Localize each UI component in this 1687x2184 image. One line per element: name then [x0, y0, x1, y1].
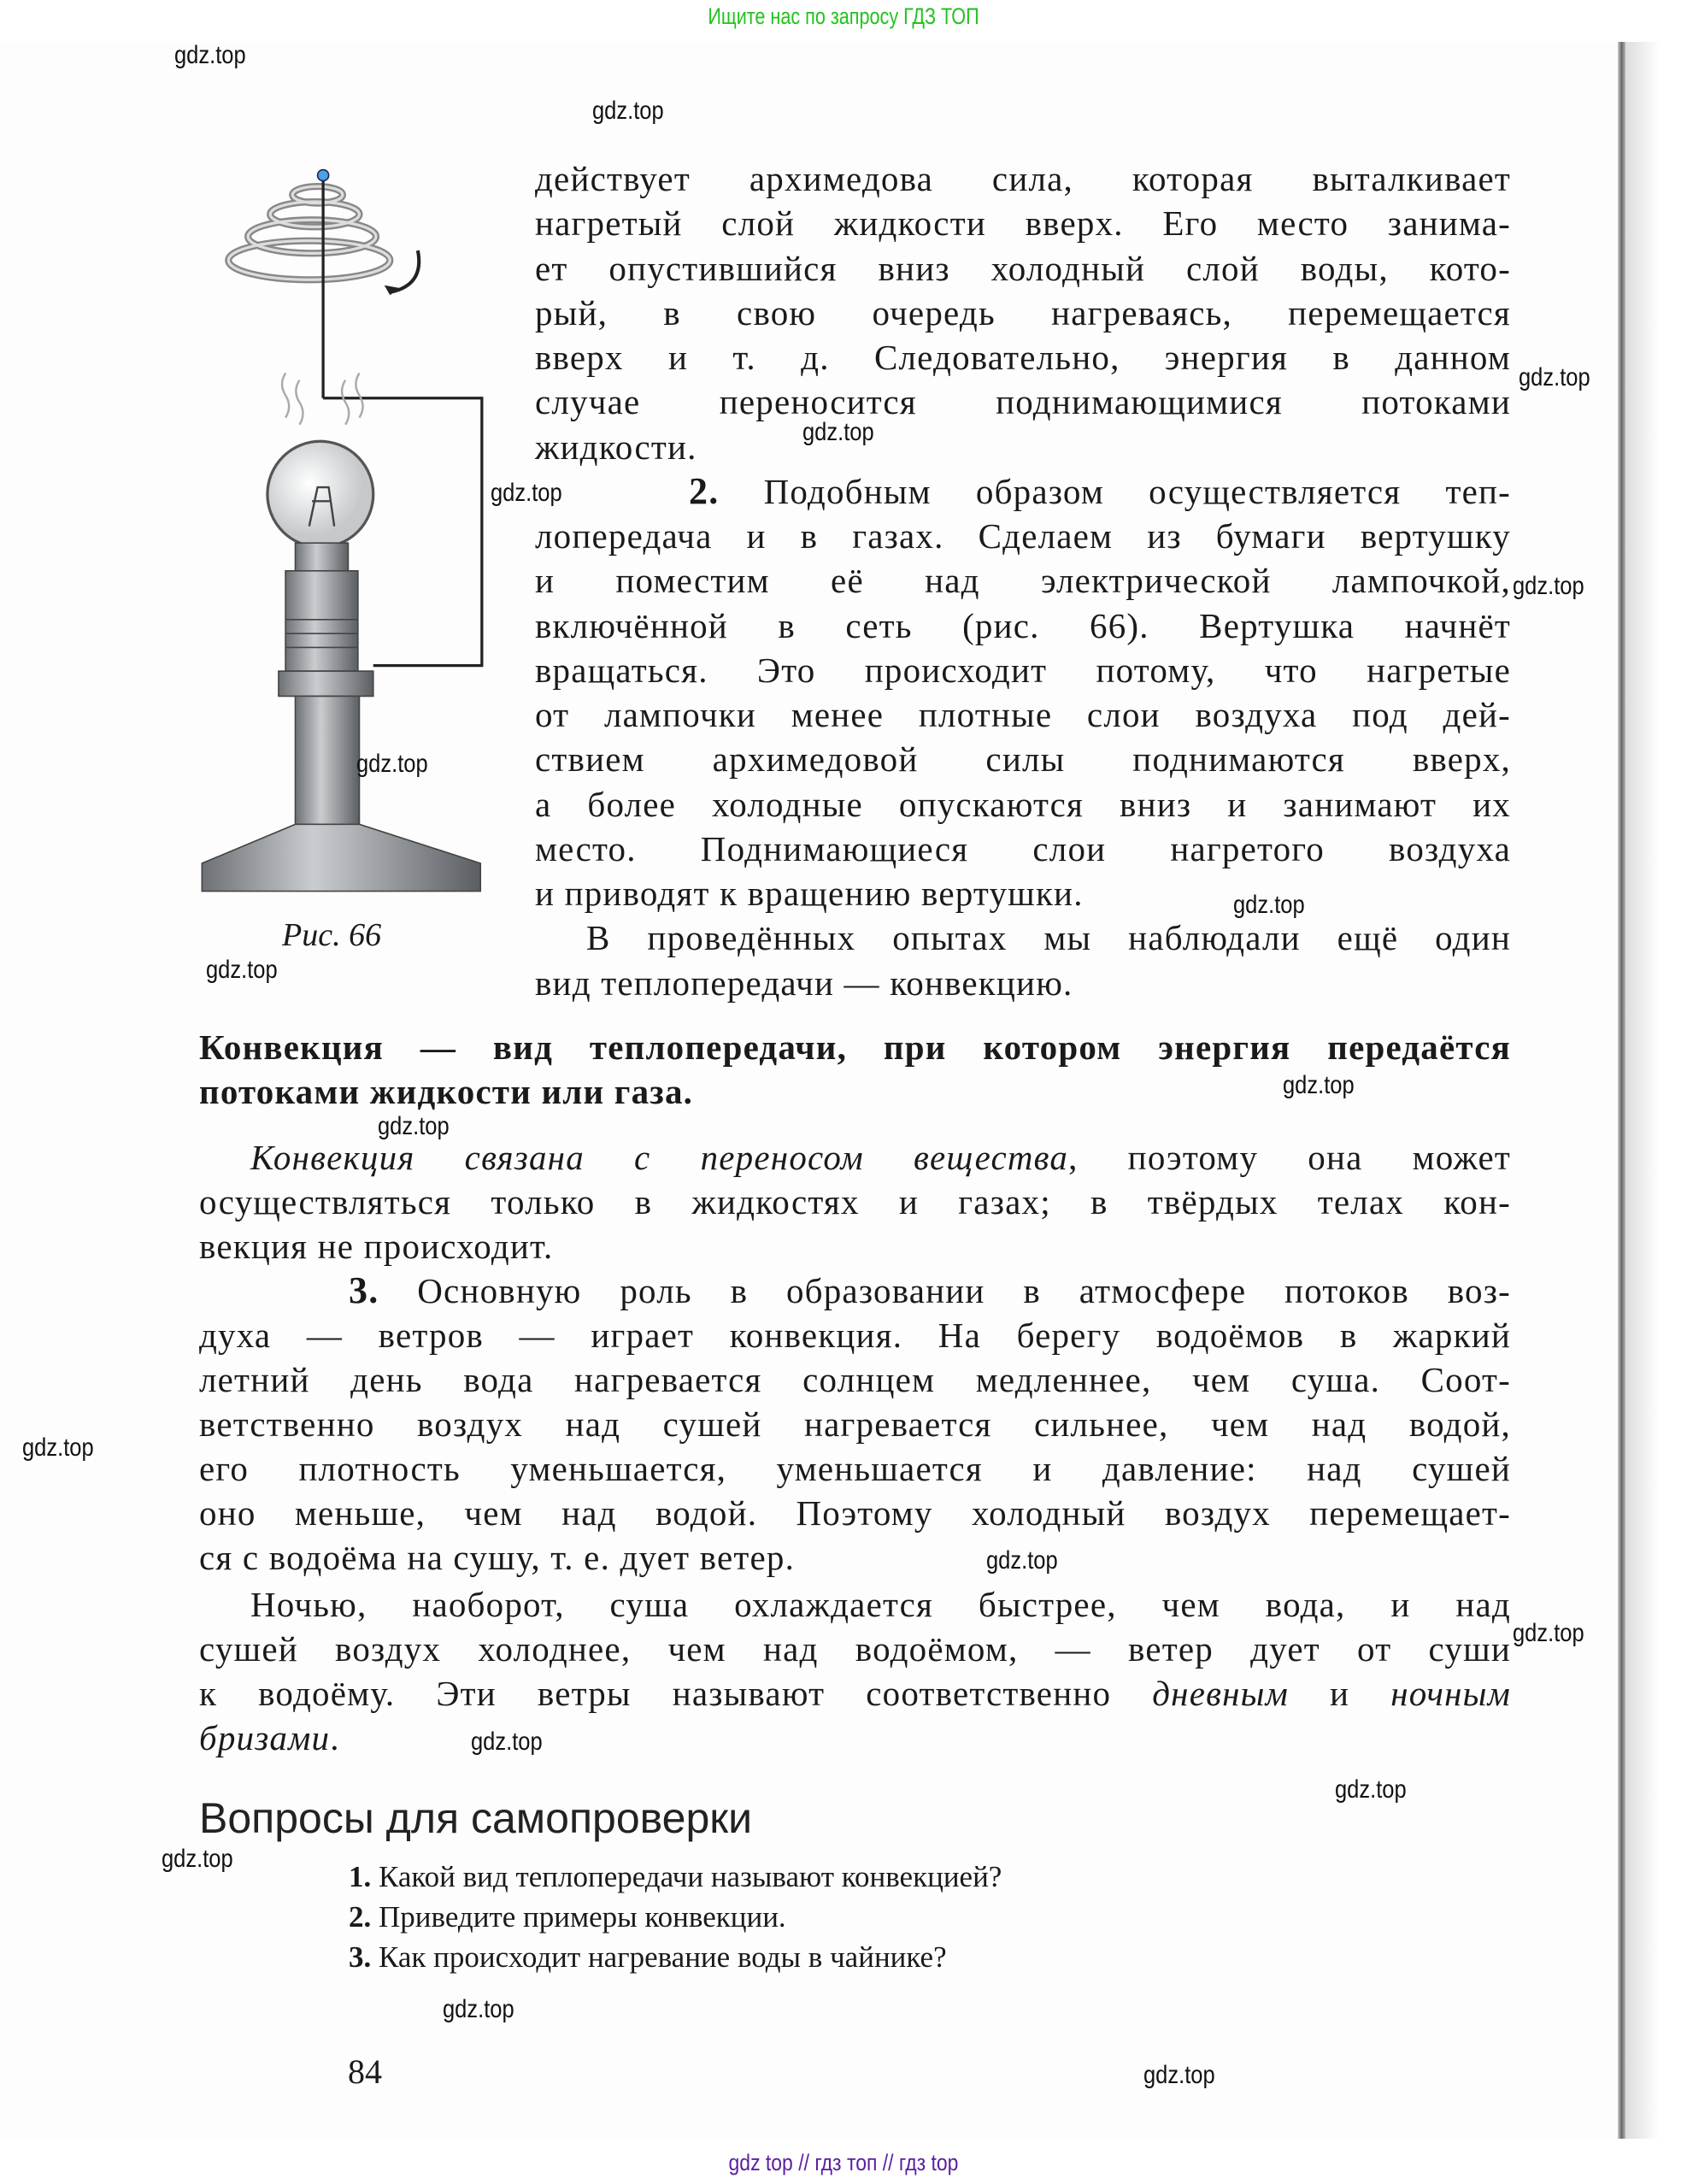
watermark-link[interactable]: gdz.top	[592, 97, 664, 125]
text-segment: и поместим её над электрической лампочкой,	[535, 561, 1511, 601]
text-line	[535, 514, 1511, 558]
watermark-link[interactable]: gdz.top	[162, 1845, 233, 1873]
watermark-link[interactable]: gdz.top	[206, 956, 278, 984]
text-line	[199, 1491, 1511, 1535]
text-line	[535, 603, 1511, 648]
text-line	[535, 425, 697, 469]
text-segment: .	[330, 1718, 340, 1757]
text-segment: от лампочки менее плотные слои воздуха под дей-	[535, 695, 1511, 734]
text-line	[535, 737, 1511, 781]
text-segment: духа — ветров — играет конвекция. На берегу водоёмов в жаркий	[199, 1316, 1511, 1355]
text-line	[535, 335, 1511, 380]
text-segment: , поэтому она может	[1068, 1138, 1511, 1177]
light-bulb-icon	[267, 441, 373, 547]
watermark-link[interactable]: gdz.top	[22, 1433, 94, 1462]
text-segment: Конвекция — вид теплопередачи, при котором энергия передаётся	[199, 1027, 1511, 1067]
text-segment: вращаться. Это происходит потому, что нагретые	[535, 650, 1511, 690]
text-line	[535, 380, 1511, 424]
watermark-link[interactable]: gdz.top	[174, 41, 246, 69]
watermark-link[interactable]: gdz.top	[986, 1546, 1058, 1575]
question-item	[349, 1858, 1002, 1896]
text-segment: случае переносится поднимающимися потоками	[535, 382, 1511, 422]
text-segment: а более холодные опускаются вниз и занимают их	[535, 784, 1511, 824]
text-segment: рый, в свою очередь нагреваясь, перемещается	[535, 292, 1511, 333]
paper-spiral-icon	[228, 186, 390, 280]
text-line	[199, 1180, 1511, 1224]
text-segment: Конвекция связана с переносом вещества	[250, 1138, 1069, 1177]
text-segment: ветственно воздух над сушей нагревается сильнее, чем над водой,	[199, 1404, 1511, 1444]
text-line	[199, 1224, 554, 1269]
text-segment: Ночью, наоборот, суша охлаждается быстрее, чем вода, и над	[250, 1585, 1511, 1624]
text-segment: ет опустившийся вниз холодный слой воды, кото-	[535, 248, 1511, 288]
figure-caption: Рис. 66	[282, 917, 382, 953]
text-segment: его плотность уменьшается, уменьшается и давление: над сушей	[199, 1449, 1511, 1488]
watermark-link[interactable]: gdz.top	[1513, 572, 1584, 600]
text-line	[250, 1582, 1511, 1627]
text-line	[535, 246, 1511, 291]
watermark-link[interactable]: gdz.top	[1143, 2061, 1215, 2089]
text-segment: бризами	[199, 1718, 331, 1757]
text-segment: осуществляться только в жидкостях и газах; в твёрдых телах кон-	[199, 1182, 1511, 1222]
text-segment: Подобным образом осуществляется теп-	[719, 471, 1511, 511]
page-edge	[1618, 42, 1625, 2139]
text-line	[535, 961, 1073, 1005]
text-segment: ночным	[1390, 1674, 1511, 1713]
text-line	[349, 1269, 1511, 1313]
text-segment: и приводят к вращению вертушки.	[535, 874, 1084, 913]
text-line	[199, 1357, 1511, 1402]
text-segment: действует архимедова сила, которая выталкивает	[535, 159, 1511, 198]
text-segment: оно меньше, чем над водой. Поэтому холодный воздух перемещает-	[199, 1493, 1511, 1533]
watermark-link[interactable]: gdz.top	[443, 1995, 514, 2023]
text-line	[199, 1535, 795, 1580]
text-line	[689, 469, 1511, 514]
text-line	[535, 692, 1511, 737]
definition-line	[199, 1025, 1511, 1069]
text-line	[199, 1627, 1511, 1671]
text-line	[535, 782, 1511, 827]
text-segment: ствием архимедовой силы поднимаются вверх,	[535, 739, 1511, 780]
text-line	[199, 1716, 340, 1760]
text-line	[535, 156, 1511, 201]
text-segment: место. Поднимающиеся слои нагретого воздуха	[535, 828, 1511, 868]
figure-66-lamp-pinwheel	[188, 153, 515, 912]
watermark-link[interactable]: gdz.top	[491, 479, 562, 507]
definition-line	[199, 1069, 693, 1114]
question-item	[349, 1939, 947, 1976]
text-segment: дневным	[1152, 1674, 1289, 1713]
text-segment: и	[1288, 1674, 1391, 1713]
footer-links[interactable]: gdz top // гдз топ // гдз top	[728, 2150, 959, 2175]
page-number: 84	[348, 2052, 382, 2091]
question-text: Приведите примеры конвекции.	[379, 1900, 786, 1934]
watermark-link[interactable]: gdz.top	[1283, 1071, 1355, 1099]
text-segment: вид теплопередачи — конвекцию.	[535, 962, 1073, 1003]
text-line	[535, 558, 1511, 603]
text-segment: векция не происходит.	[199, 1227, 554, 1266]
text-segment: ся с водоёма на сушу, т. е. дует ветер.	[199, 1538, 796, 1577]
text-segment: Основную роль в образовании в атмосфере потоков воз-	[379, 1271, 1511, 1310]
watermark-link[interactable]: gdz.top	[1519, 363, 1590, 391]
text-line	[199, 1313, 1511, 1357]
text-line	[535, 871, 1084, 915]
watermark-link[interactable]: gdz.top	[1233, 891, 1305, 919]
text-line	[199, 1671, 1511, 1716]
watermark-link[interactable]: gdz.top	[356, 750, 428, 778]
text-line	[535, 291, 1511, 335]
watermark-link[interactable]: gdz.top	[1513, 1619, 1584, 1647]
search-banner[interactable]: Ищите нас по запросу ГДЗ ТОП	[708, 3, 979, 29]
text-line	[586, 915, 1511, 960]
text-segment: лопередача и в газах. Сделаем из бумаги вертушку	[535, 516, 1511, 556]
watermark-link[interactable]: gdz.top	[471, 1728, 543, 1756]
text-line	[199, 1446, 1511, 1491]
question-number: 1.	[349, 1860, 372, 1893]
question-text: Какой вид теплопередачи называют конвекцией?	[379, 1860, 1002, 1893]
text-line	[535, 648, 1511, 692]
text-segment: 3.	[349, 1269, 379, 1311]
text-segment: 2.	[689, 469, 720, 512]
question-text: Как происходит нагревание воды в чайнике?	[379, 1940, 947, 1974]
text-segment: В проведённых опытах мы наблюдали ещё один	[586, 918, 1511, 958]
text-segment: вверх и т. д. Следовательно, энергия в данном	[535, 338, 1511, 377]
question-number: 3.	[349, 1940, 372, 1974]
text-segment: жидкости.	[535, 427, 697, 467]
watermark-link[interactable]: gdz.top	[802, 418, 874, 446]
section-heading: Вопросы для самопроверки	[199, 1794, 753, 1842]
text-segment: потоками жидкости или газа.	[199, 1072, 694, 1111]
text-line	[250, 1135, 1511, 1180]
question-item	[349, 1898, 786, 1936]
text-segment: к водоёму. Эти ветры называют соответственно	[199, 1674, 1153, 1713]
question-number: 2.	[349, 1900, 372, 1934]
text-segment: нагретый слой жидкости вверх. Его место занима-	[535, 203, 1511, 244]
watermark-link[interactable]: gdz.top	[1335, 1775, 1407, 1804]
rotation-arrow-icon	[390, 250, 419, 292]
text-line	[535, 827, 1511, 871]
text-line	[199, 1402, 1511, 1446]
watermark-link[interactable]: gdz.top	[378, 1112, 450, 1140]
text-segment: включённой в сеть (рис. 66). Вертушка начнёт	[535, 605, 1511, 645]
text-segment: сушей воздух холоднее, чем над водоёмом, — ветер дует от суши	[199, 1629, 1511, 1669]
text-segment: летний день вода нагревается солнцем медленнее, чем суша. Соот-	[199, 1360, 1511, 1399]
page-shadow	[1625, 42, 1660, 2139]
text-line	[535, 201, 1511, 245]
